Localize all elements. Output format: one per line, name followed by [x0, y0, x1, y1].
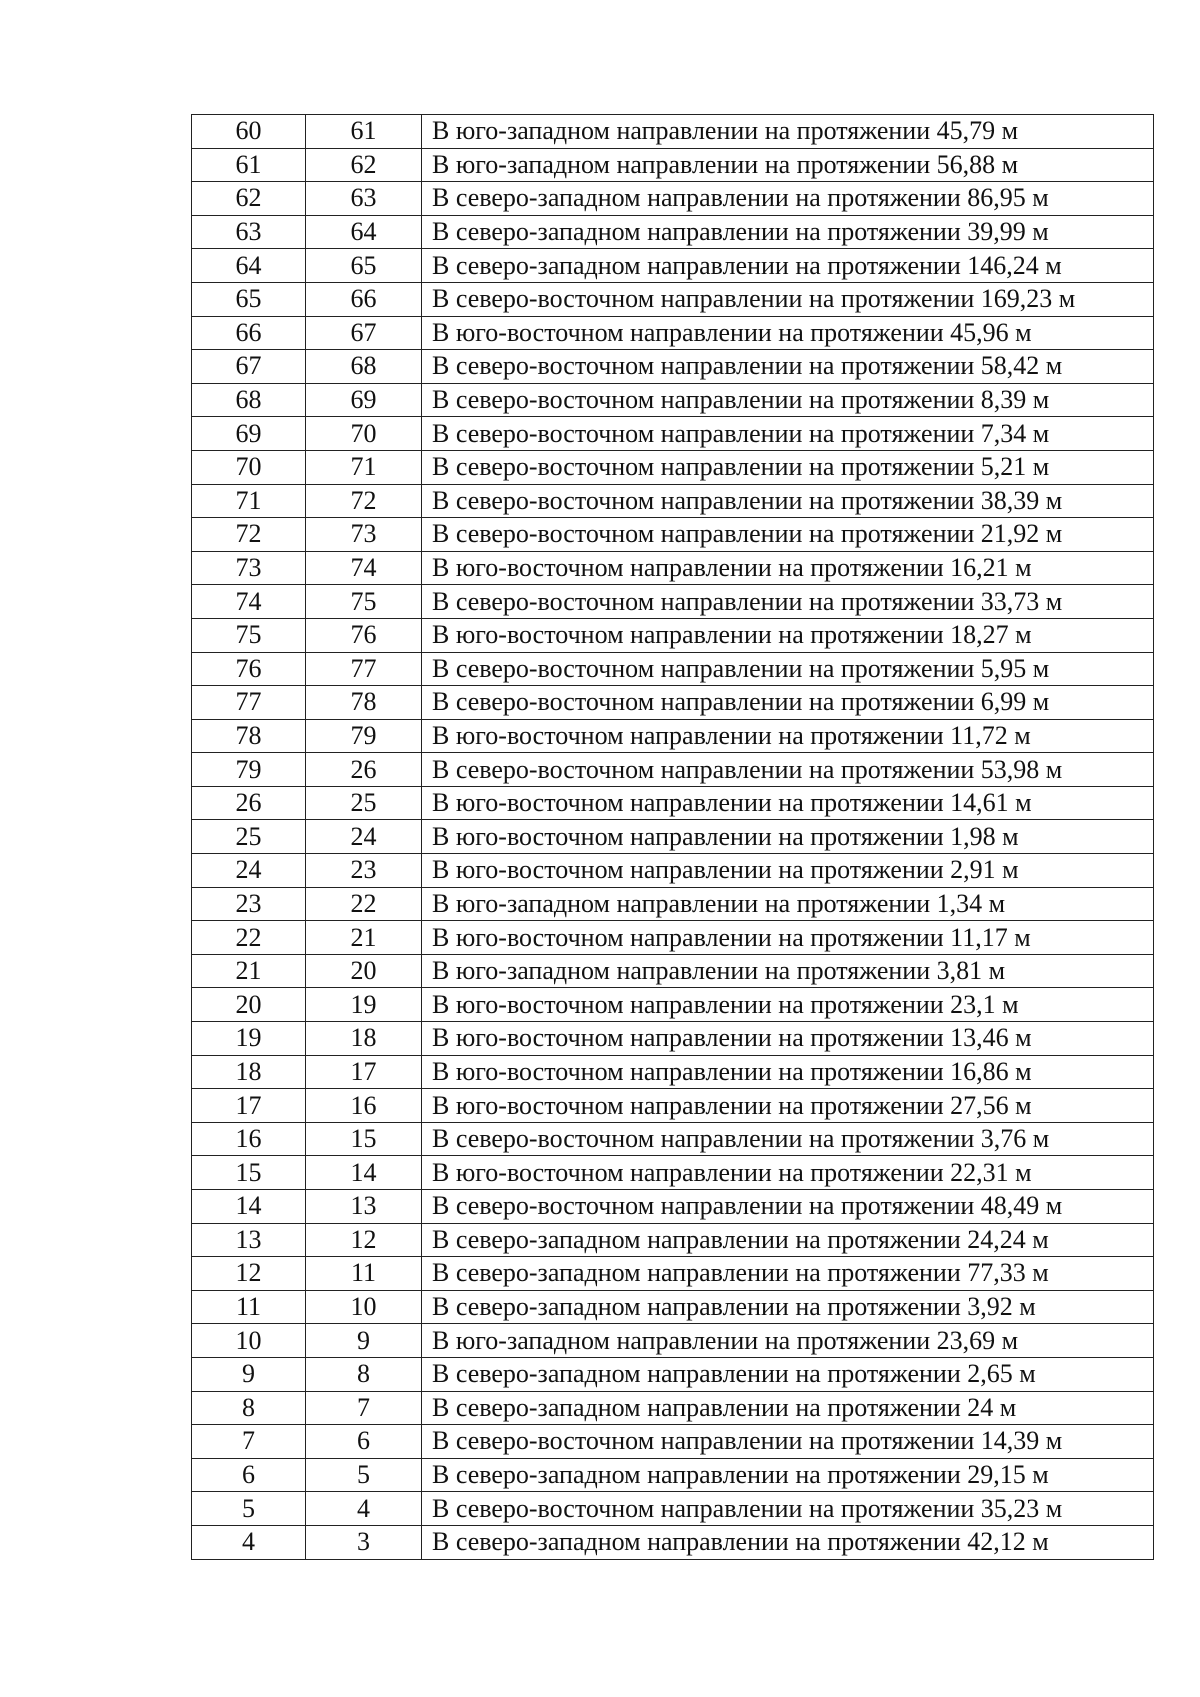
table-row [192, 1357, 1154, 1391]
to-point-cell: 6 [306, 1425, 422, 1459]
direction-description-cell: В северо-западном направлении на протяжении 77,33 м [422, 1257, 1154, 1291]
direction-description-cell: В северо-восточном направлении на протяжении 6,99 м [422, 686, 1154, 720]
from-point-cell: 19 [192, 1022, 306, 1056]
direction-description-cell: В северо-восточном направлении на протяжении 48,49 м [422, 1190, 1154, 1224]
from-point-cell: 61 [192, 148, 306, 182]
to-point-cell: 70 [306, 417, 422, 451]
table-row [192, 450, 1154, 484]
table-row [192, 316, 1154, 350]
direction-description-cell: В северо-восточном направлении на протяжении 58,42 м [422, 350, 1154, 384]
direction-description-cell: В юго-восточном направлении на протяжении 2,91 м [422, 854, 1154, 888]
from-point-cell: 76 [192, 652, 306, 686]
from-point-cell: 10 [192, 1324, 306, 1358]
direction-description-cell: В юго-восточном направлении на протяжении 13,46 м [422, 1022, 1154, 1056]
direction-description-cell: В северо-восточном направлении на протяжении 53,98 м [422, 753, 1154, 787]
direction-description-cell: В юго-западном направлении на протяжении 23,69 м [422, 1324, 1154, 1358]
from-point-cell: 79 [192, 753, 306, 787]
to-point-cell: 18 [306, 1022, 422, 1056]
table-row [192, 1190, 1154, 1224]
table-row [192, 786, 1154, 820]
direction-description-cell: В юго-западном направлении на протяжении 1,34 м [422, 887, 1154, 921]
from-point-cell: 20 [192, 988, 306, 1022]
direction-description-cell: В северо-восточном направлении на протяжении 21,92 м [422, 518, 1154, 552]
direction-description-cell: В юго-восточном направлении на протяжении 11,17 м [422, 921, 1154, 955]
direction-description-cell: В юго-восточном направлении на протяжении 16,21 м [422, 551, 1154, 585]
direction-description-cell: В юго-западном направлении на протяжении 45,79 м [422, 115, 1154, 149]
to-point-cell: 25 [306, 786, 422, 820]
direction-description-cell: В северо-западном направлении на протяжении 2,65 м [422, 1357, 1154, 1391]
from-point-cell: 7 [192, 1425, 306, 1459]
boundary-table [191, 114, 1154, 1560]
table-row [192, 1223, 1154, 1257]
table-row [192, 1156, 1154, 1190]
to-point-cell: 9 [306, 1324, 422, 1358]
direction-description-cell: В северо-восточном направлении на протяжении 5,95 м [422, 652, 1154, 686]
direction-description-cell: В юго-восточном направлении на протяжении 45,96 м [422, 316, 1154, 350]
to-point-cell: 8 [306, 1357, 422, 1391]
direction-description-cell: В северо-западном направлении на протяжении 24,24 м [422, 1223, 1154, 1257]
table-row [192, 652, 1154, 686]
table-row [192, 1425, 1154, 1459]
table-row [192, 215, 1154, 249]
direction-description-cell: В северо-западном направлении на протяжении 3,92 м [422, 1290, 1154, 1324]
direction-description-cell: В северо-восточном направлении на протяжении 5,21 м [422, 450, 1154, 484]
to-point-cell: 69 [306, 383, 422, 417]
direction-description-cell: В северо-восточном направлении на протяжении 169,23 м [422, 282, 1154, 316]
table-row [192, 484, 1154, 518]
table-row [192, 921, 1154, 955]
to-point-cell: 5 [306, 1458, 422, 1492]
from-point-cell: 17 [192, 1089, 306, 1123]
from-point-cell: 78 [192, 719, 306, 753]
direction-description-cell: В северо-восточном направлении на протяжении 35,23 м [422, 1492, 1154, 1526]
from-point-cell: 18 [192, 1055, 306, 1089]
table-row [192, 753, 1154, 787]
table-row [192, 1122, 1154, 1156]
table-row [192, 1055, 1154, 1089]
boundary-table-body [192, 115, 1154, 1560]
table-row [192, 719, 1154, 753]
to-point-cell: 61 [306, 115, 422, 149]
table-row [192, 1391, 1154, 1425]
to-point-cell: 73 [306, 518, 422, 552]
to-point-cell: 63 [306, 182, 422, 216]
from-point-cell: 71 [192, 484, 306, 518]
table-row [192, 1290, 1154, 1324]
direction-description-cell: В северо-западном направлении на протяжении 86,95 м [422, 182, 1154, 216]
direction-description-cell: В юго-восточном направлении на протяжении 27,56 м [422, 1089, 1154, 1123]
direction-description-cell: В северо-западном направлении на протяжении 42,12 м [422, 1525, 1154, 1559]
from-point-cell: 65 [192, 282, 306, 316]
to-point-cell: 15 [306, 1122, 422, 1156]
to-point-cell: 16 [306, 1089, 422, 1123]
to-point-cell: 72 [306, 484, 422, 518]
from-point-cell: 12 [192, 1257, 306, 1291]
to-point-cell: 11 [306, 1257, 422, 1291]
table-row [192, 518, 1154, 552]
from-point-cell: 77 [192, 686, 306, 720]
table-row [192, 383, 1154, 417]
direction-description-cell: В северо-восточном направлении на протяжении 3,76 м [422, 1122, 1154, 1156]
from-point-cell: 74 [192, 585, 306, 619]
table-row [192, 954, 1154, 988]
to-point-cell: 13 [306, 1190, 422, 1224]
table-row [192, 686, 1154, 720]
direction-description-cell: В юго-восточном направлении на протяжении 1,98 м [422, 820, 1154, 854]
direction-description-cell: В северо-западном направлении на протяжении 24 м [422, 1391, 1154, 1425]
to-point-cell: 77 [306, 652, 422, 686]
table-row [192, 551, 1154, 585]
from-point-cell: 23 [192, 887, 306, 921]
from-point-cell: 63 [192, 215, 306, 249]
from-point-cell: 13 [192, 1223, 306, 1257]
to-point-cell: 64 [306, 215, 422, 249]
direction-description-cell: В северо-западном направлении на протяжении 29,15 м [422, 1458, 1154, 1492]
to-point-cell: 3 [306, 1525, 422, 1559]
to-point-cell: 23 [306, 854, 422, 888]
direction-description-cell: В юго-восточном направлении на протяжении 16,86 м [422, 1055, 1154, 1089]
from-point-cell: 21 [192, 954, 306, 988]
to-point-cell: 21 [306, 921, 422, 955]
from-point-cell: 62 [192, 182, 306, 216]
to-point-cell: 20 [306, 954, 422, 988]
direction-description-cell: В северо-западном направлении на протяжении 39,99 м [422, 215, 1154, 249]
from-point-cell: 73 [192, 551, 306, 585]
to-point-cell: 26 [306, 753, 422, 787]
from-point-cell: 60 [192, 115, 306, 149]
direction-description-cell: В юго-восточном направлении на протяжении 18,27 м [422, 618, 1154, 652]
to-point-cell: 74 [306, 551, 422, 585]
direction-description-cell: В юго-западном направлении на протяжении 56,88 м [422, 148, 1154, 182]
from-point-cell: 70 [192, 450, 306, 484]
to-point-cell: 24 [306, 820, 422, 854]
to-point-cell: 76 [306, 618, 422, 652]
to-point-cell: 22 [306, 887, 422, 921]
from-point-cell: 15 [192, 1156, 306, 1190]
from-point-cell: 5 [192, 1492, 306, 1526]
table-row [192, 618, 1154, 652]
table-row [192, 887, 1154, 921]
direction-description-cell: В северо-восточном направлении на протяжении 7,34 м [422, 417, 1154, 451]
from-point-cell: 16 [192, 1122, 306, 1156]
to-point-cell: 79 [306, 719, 422, 753]
table-row [192, 1257, 1154, 1291]
from-point-cell: 66 [192, 316, 306, 350]
from-point-cell: 11 [192, 1290, 306, 1324]
direction-description-cell: В северо-восточном направлении на протяжении 38,39 м [422, 484, 1154, 518]
to-point-cell: 78 [306, 686, 422, 720]
table-row [192, 820, 1154, 854]
table-row [192, 1458, 1154, 1492]
from-point-cell: 9 [192, 1357, 306, 1391]
from-point-cell: 8 [192, 1391, 306, 1425]
table-row [192, 1525, 1154, 1559]
direction-description-cell: В северо-восточном направлении на протяжении 33,73 м [422, 585, 1154, 619]
to-point-cell: 71 [306, 450, 422, 484]
from-point-cell: 68 [192, 383, 306, 417]
to-point-cell: 17 [306, 1055, 422, 1089]
to-point-cell: 12 [306, 1223, 422, 1257]
to-point-cell: 65 [306, 249, 422, 283]
to-point-cell: 4 [306, 1492, 422, 1526]
direction-description-cell: В северо-западном направлении на протяжении 146,24 м [422, 249, 1154, 283]
from-point-cell: 4 [192, 1525, 306, 1559]
from-point-cell: 22 [192, 921, 306, 955]
table-row [192, 417, 1154, 451]
table-row [192, 350, 1154, 384]
to-point-cell: 67 [306, 316, 422, 350]
to-point-cell: 62 [306, 148, 422, 182]
direction-description-cell: В юго-восточном направлении на протяжении 11,72 м [422, 719, 1154, 753]
direction-description-cell: В юго-восточном направлении на протяжении 22,31 м [422, 1156, 1154, 1190]
table-row [192, 282, 1154, 316]
from-point-cell: 26 [192, 786, 306, 820]
from-point-cell: 25 [192, 820, 306, 854]
table-row [192, 182, 1154, 216]
from-point-cell: 24 [192, 854, 306, 888]
to-point-cell: 19 [306, 988, 422, 1022]
table-row [192, 854, 1154, 888]
table-row [192, 1324, 1154, 1358]
from-point-cell: 72 [192, 518, 306, 552]
from-point-cell: 67 [192, 350, 306, 384]
table-row [192, 1492, 1154, 1526]
to-point-cell: 66 [306, 282, 422, 316]
direction-description-cell: В юго-восточном направлении на протяжении 23,1 м [422, 988, 1154, 1022]
table-row [192, 1089, 1154, 1123]
table-row [192, 148, 1154, 182]
to-point-cell: 75 [306, 585, 422, 619]
to-point-cell: 7 [306, 1391, 422, 1425]
table-row [192, 115, 1154, 149]
table-row [192, 249, 1154, 283]
from-point-cell: 75 [192, 618, 306, 652]
to-point-cell: 14 [306, 1156, 422, 1190]
direction-description-cell: В юго-восточном направлении на протяжении 14,61 м [422, 786, 1154, 820]
table-row [192, 1022, 1154, 1056]
direction-description-cell: В северо-восточном направлении на протяжении 14,39 м [422, 1425, 1154, 1459]
from-point-cell: 14 [192, 1190, 306, 1224]
direction-description-cell: В юго-западном направлении на протяжении 3,81 м [422, 954, 1154, 988]
from-point-cell: 64 [192, 249, 306, 283]
table-row [192, 988, 1154, 1022]
from-point-cell: 6 [192, 1458, 306, 1492]
direction-description-cell: В северо-восточном направлении на протяжении 8,39 м [422, 383, 1154, 417]
from-point-cell: 69 [192, 417, 306, 451]
to-point-cell: 10 [306, 1290, 422, 1324]
to-point-cell: 68 [306, 350, 422, 384]
table-row [192, 585, 1154, 619]
